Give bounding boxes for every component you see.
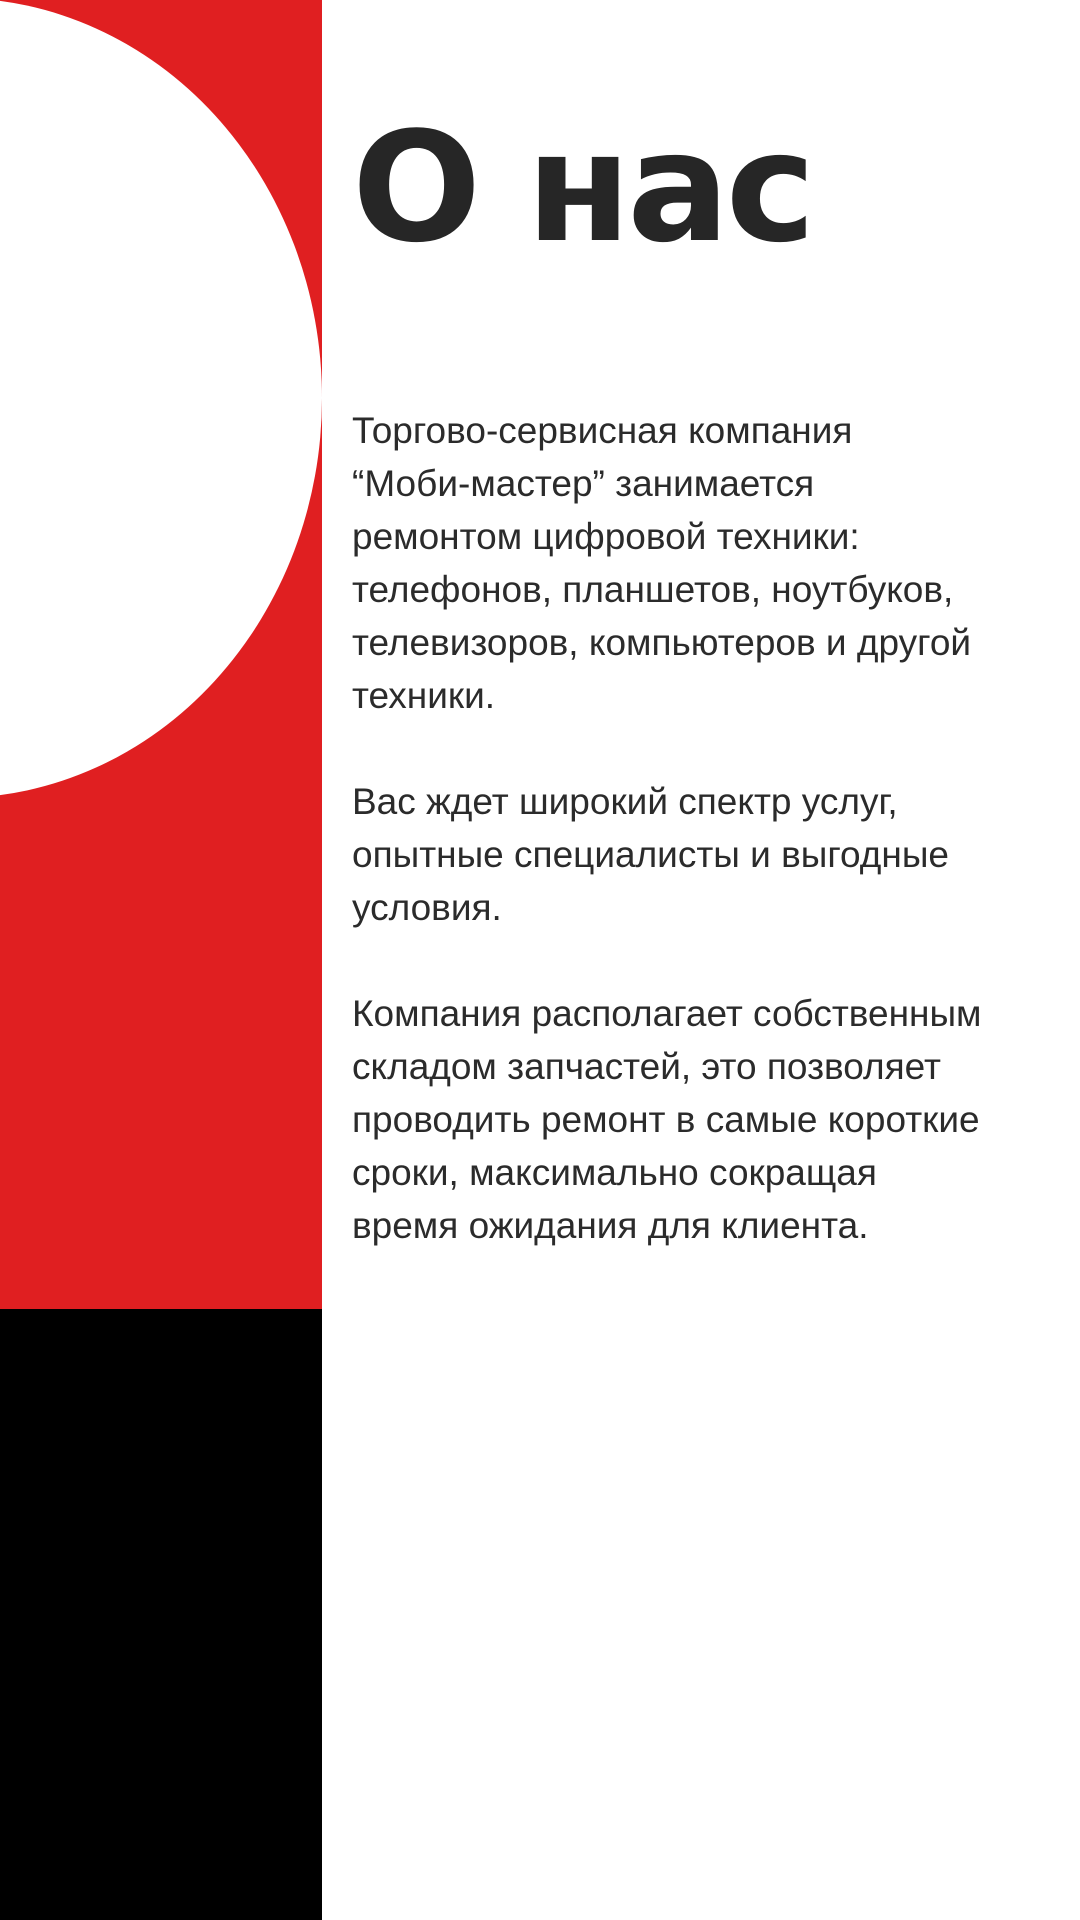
about-paragraph-company: Торгово-сервисная компания “Моби-мастер” занимается ремонтом цифровой техники: телефонов, планшетов, ноутбуков, телевизоров, компьютеров и другой техники.	[352, 410, 972, 716]
about-paragraph-warehouse: Компания располагает собственным складом запчастей, это позволяет проводить ремонт в самые короткие сроки, максимально сокращая время ожидания для клиента.	[352, 993, 982, 1246]
black-color-block	[0, 1309, 322, 1920]
page-title: О нас	[352, 99, 812, 276]
about-paragraph-services: Вас ждет широкий спектр услуг, опытные специалисты и выгодные условия.	[352, 781, 950, 928]
decorative-side-panel	[0, 0, 322, 1920]
about-description	[352, 404, 1052, 1305]
